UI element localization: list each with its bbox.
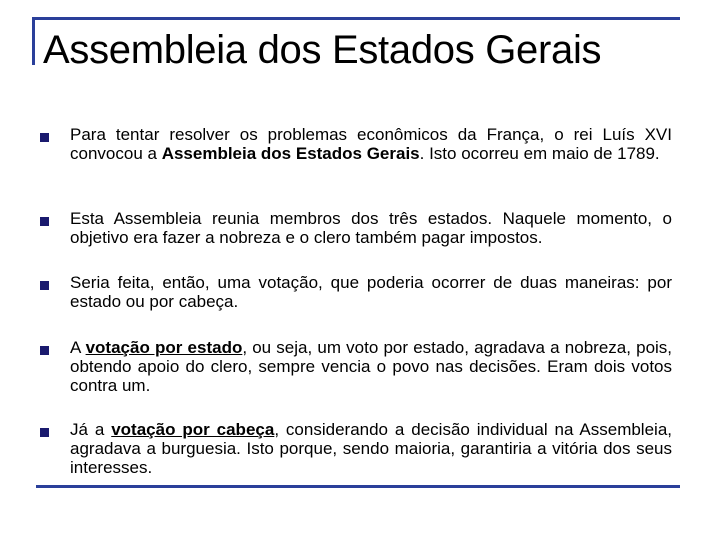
square-bullet-icon [40, 428, 49, 437]
title-rule-left [32, 17, 35, 65]
square-bullet-icon [40, 133, 49, 142]
bullet-text-1 [70, 125, 672, 163]
bullet-text-4-emphasis: votação por estado [85, 338, 243, 357]
bullet-text-5-part1: Já a [70, 420, 112, 439]
square-bullet-icon [40, 281, 49, 290]
bullet-text-1-part2: . Isto ocorreu em maio de 1789. [419, 144, 660, 163]
bullet-text-3: Seria feita, então, uma votação, que poderia ocorrer de duas maneiras: por estado ou por cabeça. [70, 273, 672, 311]
bullet-text-5 [70, 420, 672, 477]
bullet-text-1-bold: Assembleia dos Estados Gerais [161, 144, 420, 163]
bullet-text-2: Esta Assembleia reunia membros dos três estados. Naquele momento, o objetivo era fazer a nobreza e o clero também pagar impostos. [70, 209, 672, 247]
bullet-text-4-part2: , ou seja, um voto por estado, agradava a nobreza, pois, obtendo apoio do clero, sempre vencia o povo nas decisões. Eram dois votos contra um. [70, 338, 673, 395]
bullet-text-4 [70, 338, 672, 395]
slide-title: Assembleia dos Estados Gerais [43, 28, 602, 72]
bullet-text-1-part1: Para tentar resolver os problemas econômicos da França, o rei Luís XVI convocou a [70, 125, 672, 163]
title-rule-top [32, 17, 680, 20]
bullet-text-4-part1: A [70, 338, 86, 357]
bottom-rule [36, 485, 680, 488]
square-bullet-icon [40, 346, 49, 355]
bullet-text-5-emphasis: votação por cabeça [111, 420, 275, 439]
bullet-text-5-part2: , considerando a decisão individual na Assembleia, agradava a burguesia. Isto porque, sendo maioria, garantiria a vitória dos seus interesses. [70, 420, 672, 477]
square-bullet-icon [40, 217, 49, 226]
